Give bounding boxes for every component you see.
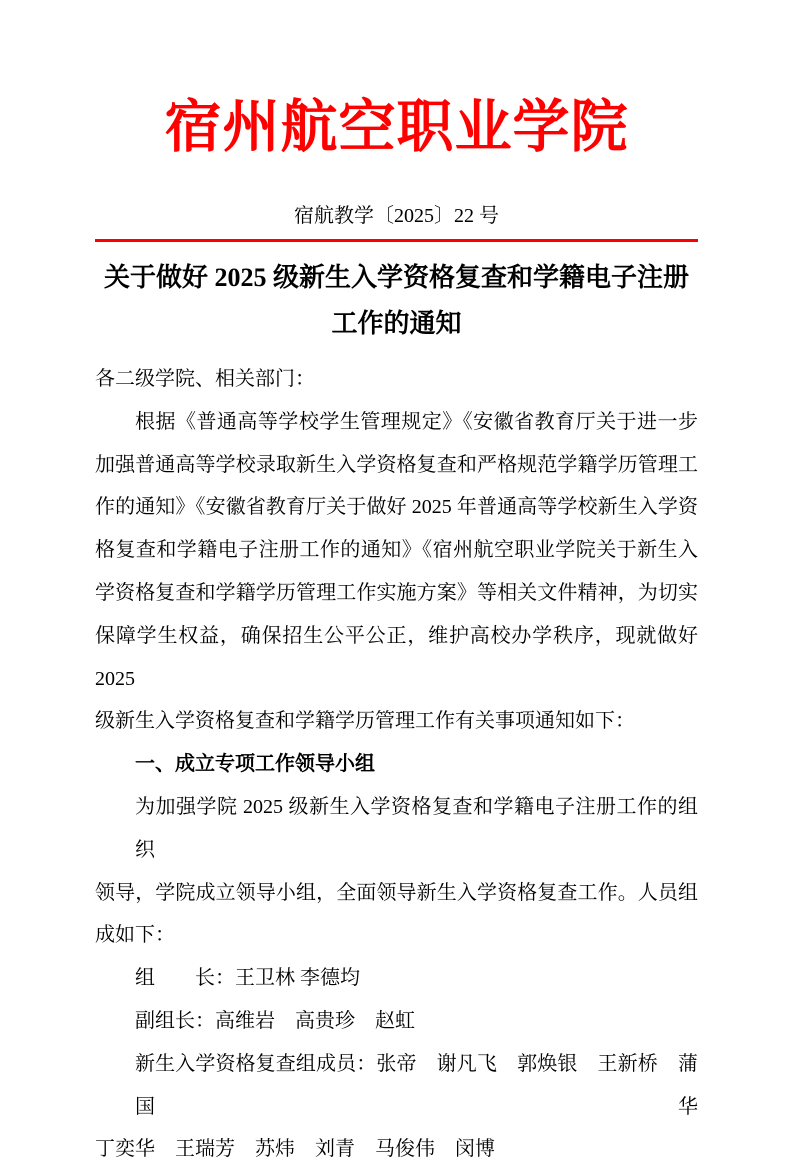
members-line-2: 丁奕华 王瑞芳 苏炜 刘青 马俊伟 闵博: [95, 1138, 495, 1161]
document-header: [0, 0, 793, 242]
document-title-line-2: 工作的通知: [331, 309, 462, 338]
deputy-leader-line: 副组长：高维岩 高贵珍 赵虹: [135, 1009, 415, 1032]
document-title: [0, 255, 793, 347]
institution-name: 宿州航空职业学院: [164, 96, 629, 159]
group-leader-line: 组 长：王卫林 李德均: [135, 967, 360, 990]
paragraph-1-line-4: 格复查和学籍电子注册工作的通知》《宿州航空职业学院关于新生入: [95, 539, 698, 562]
section-1-heading: 一、成立专项工作领导小组: [135, 753, 375, 776]
paragraph-1-line-6: 保障学生权益，确保招生公平公正，维护高校办学秩序，现就做好 2025: [95, 624, 703, 690]
red-separator-line: [95, 239, 698, 242]
document-number: 宿航教学〔2025〕22 号: [294, 205, 499, 227]
document-title-line-1: 关于做好 2025 级新生入学资格复查和学籍电子注册: [103, 263, 689, 292]
document-body: [95, 358, 703, 1171]
paragraph-1-line-2: 加强普通高等学校录取新生入学资格复查和严格规范学籍学历管理工: [95, 453, 698, 476]
paragraph-2-line-1: 为加强学院 2025 级新生入学资格复查和学籍电子注册工作的组织: [135, 795, 698, 861]
paragraph-2-line-2: 领导，学院成立领导小组，全面领导新生入学资格复查工作。人员组: [95, 881, 698, 904]
paragraph-1-line-7: 级新生入学资格复查和学籍学历管理工作有关事项通知如下：: [95, 710, 635, 733]
paragraph-1-line-3: 作的通知》《安徽省教育厅关于做好 2025 年普通高等学校新生入学资: [95, 496, 698, 519]
paragraph-1-line-1: 根据《普通高等学校学生管理规定》《安徽省教育厅关于进一步: [135, 410, 698, 433]
paragraph-2-line-3: 成如下：: [95, 924, 175, 947]
paragraph-1-line-5: 学资格复查和学籍学历管理工作实施方案》等相关文件精神，为切实: [95, 581, 698, 604]
members-line-1: 新生入学资格复查组成员：张帝 谢凡飞 郭焕银 王新桥 蒲国华: [135, 1052, 698, 1118]
salutation: 各二级学院、相关部门：: [95, 368, 315, 390]
